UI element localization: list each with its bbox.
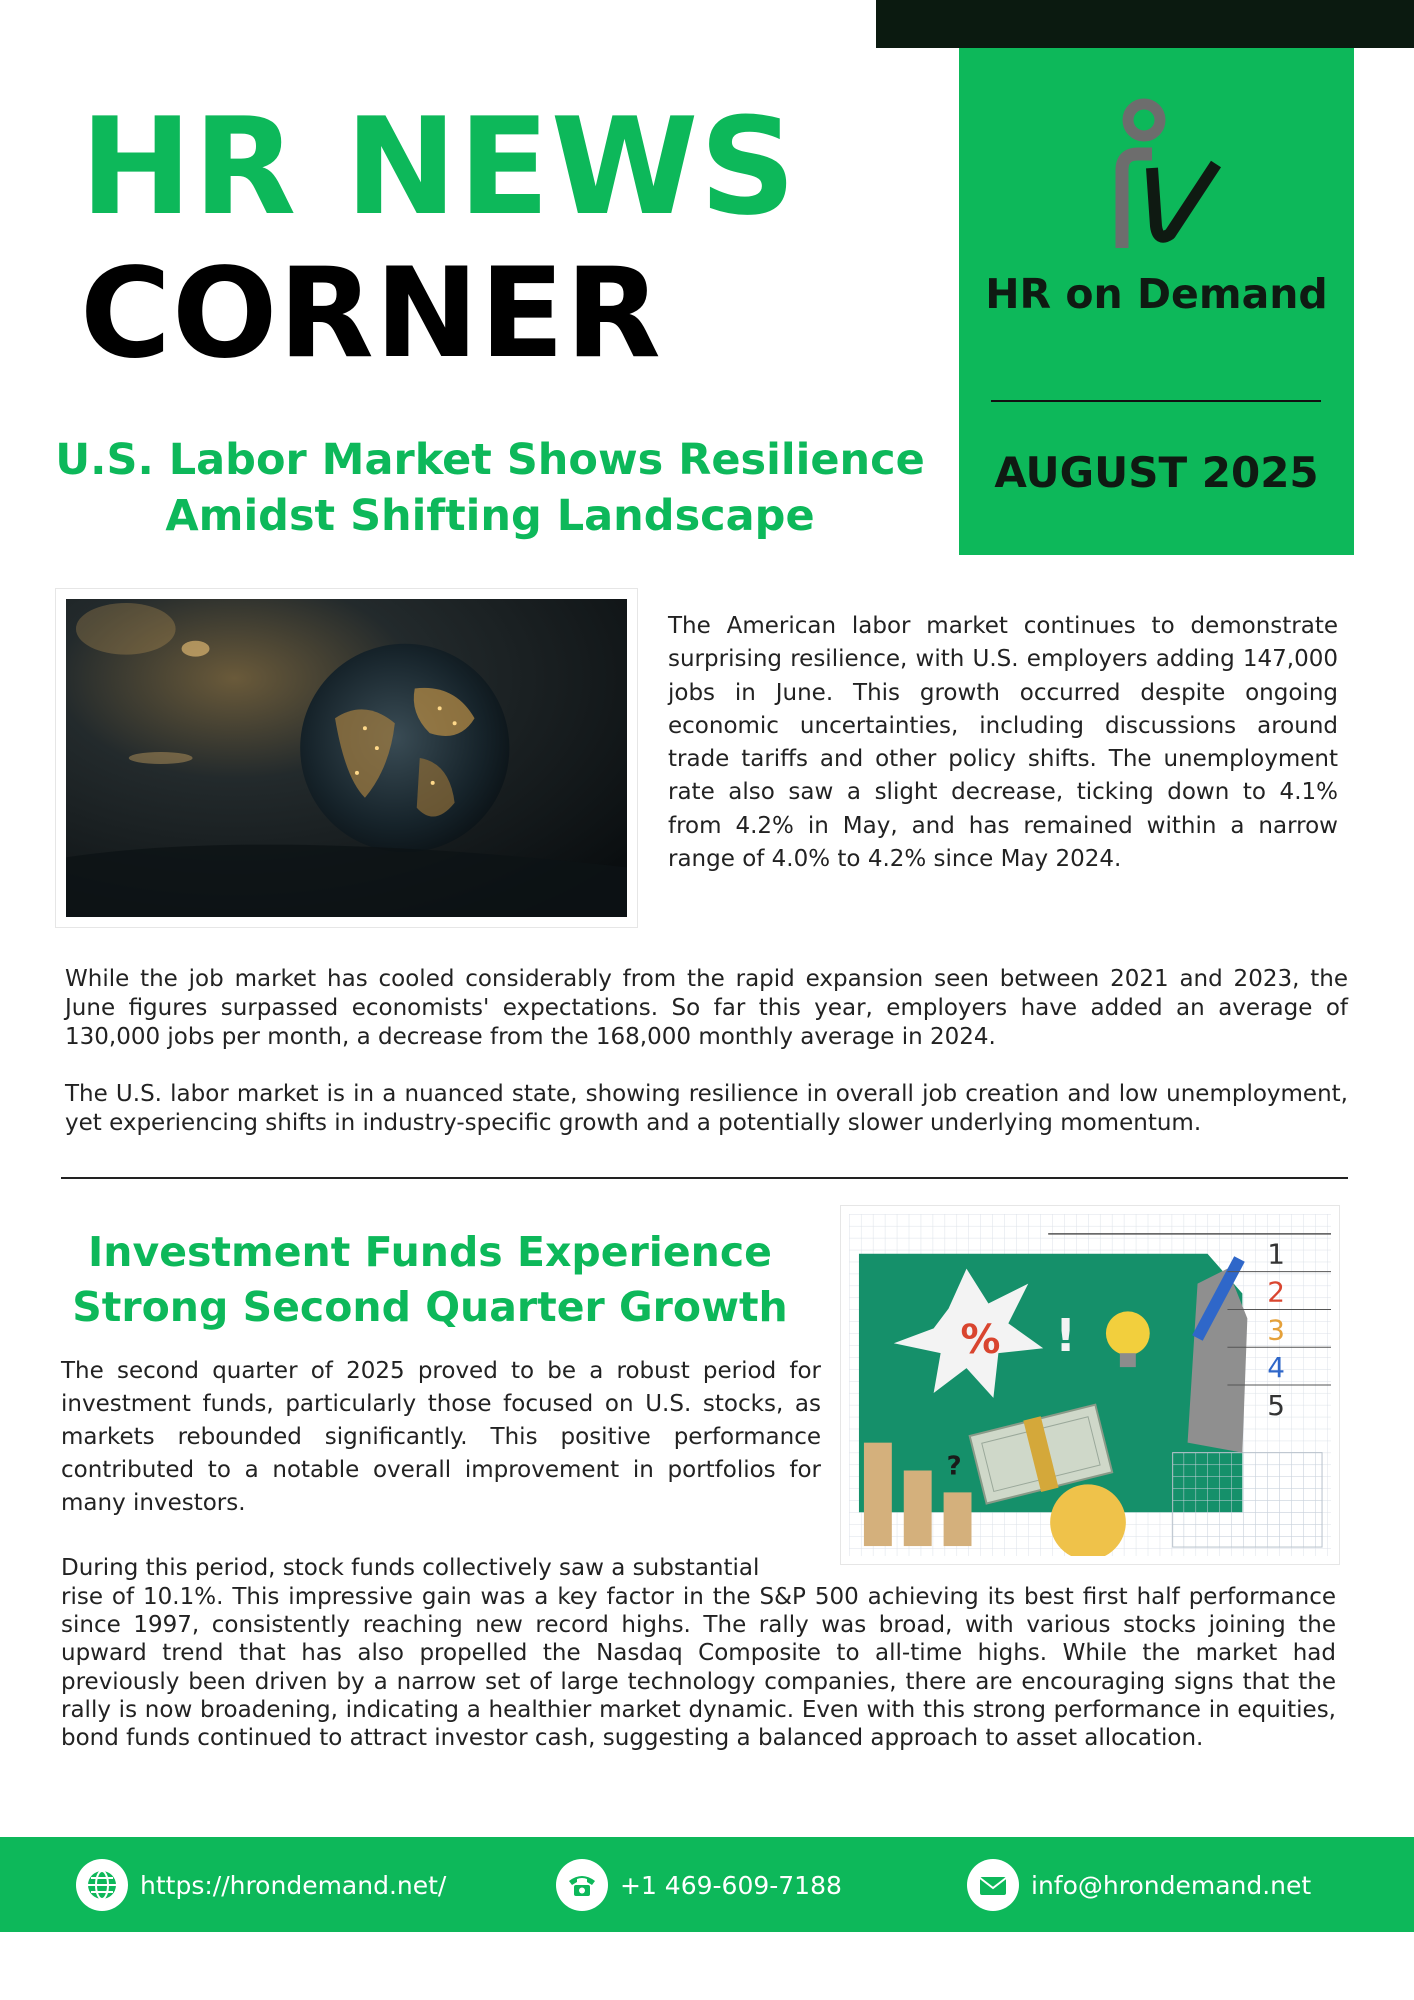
footer-contact-bar bbox=[0, 1837, 1414, 1932]
phone-number[interactable]: +1 469-609-7188 bbox=[620, 1870, 842, 1900]
footer-website[interactable] bbox=[76, 1859, 446, 1911]
percent-glyph: % bbox=[960, 1317, 1001, 1364]
newsletter-title-line2: CORNER bbox=[80, 242, 662, 386]
article-investment-headline: Investment Funds Experience Strong Second Quarter Growth bbox=[72, 1228, 788, 1331]
brand-name: HR on Demand bbox=[985, 270, 1328, 318]
article-labor-paragraph-2: While the job market has cooled considerably from the rapid expansion seen between 2021 and 2023, the June figures surpassed economists' expectations. So far this year, employers have added an average of 130,000 jobs per month, a decrease from the 168,000 monthly average in 2024. bbox=[65, 966, 1348, 1050]
section-divider bbox=[61, 1177, 1348, 1179]
issue-date: AUGUST 2025 bbox=[994, 448, 1319, 497]
exclaim-glyph: ! bbox=[1055, 1309, 1077, 1363]
article-investment-paragraph-2-first-line: During this period, stock funds collectively saw a substantial bbox=[61, 1555, 760, 1581]
number-4-glyph: 4 bbox=[1267, 1351, 1286, 1385]
number-3-glyph: 3 bbox=[1267, 1313, 1286, 1347]
email-address[interactable]: info@hrondemand.net bbox=[1031, 1870, 1312, 1900]
person-check-logo-icon bbox=[1104, 98, 1224, 258]
footer-email[interactable] bbox=[967, 1859, 1311, 1911]
globe-image bbox=[55, 588, 638, 928]
footer-phone[interactable] bbox=[556, 1859, 842, 1911]
brand-panel bbox=[959, 48, 1354, 555]
phone-icon bbox=[556, 1859, 608, 1911]
article-investment-paragraph-2: rise of 10.1%. This impressive gain was a key factor in the S&P 500 achieving its best first half performance since 1997, consistently reaching new record highs. The rally was broad, with various stocks joining the upward trend that has also propelled the Nasdaq Composite to all-time highs. While the market had previously been driven by a narrow set of large technology companies, there are encouraging signs that the rally is now broadening, indicating a healthier market dynamic. Even with this strong performance in equities, bond funds continued to attract investor cash, suggesting a balanced approach to asset allocation. bbox=[61, 1584, 1336, 1752]
brand-divider bbox=[991, 400, 1321, 402]
top-accent-bar bbox=[876, 0, 1414, 48]
article-labor-paragraph-1: The American labor market continues to demonstrate surprising resilience, with U.S. employers adding 147,000 jobs in June. This growth occurred despite ongoing economic uncertainties, including discussions around trade tariffs and other policy shifts. The unemployment rate also saw a slight decrease, ticking down to 4.1% from 4.2% in May, and has remained within a narrow range of 4.0% to 4.2% since May 2024. bbox=[668, 613, 1338, 873]
mail-icon bbox=[967, 1859, 1019, 1911]
website-link[interactable]: https://hrondemand.net/ bbox=[140, 1870, 447, 1900]
number-2-glyph: 2 bbox=[1267, 1275, 1286, 1309]
globe-icon bbox=[76, 1859, 128, 1911]
finance-collage-image bbox=[840, 1205, 1340, 1565]
number-1-glyph: 1 bbox=[1267, 1237, 1286, 1271]
article-investment-paragraph-1: The second quarter of 2025 proved to be a robust period for investment funds, particularly those focused on U.S. stocks, as markets rebounded significantly. This positive performance contributed to a notable overall improvement in portfolios for many investors. bbox=[61, 1358, 821, 1516]
article-labor-paragraph-3: The U.S. labor market is in a nuanced state, showing resilience in overall job creation and low unemployment, yet experiencing shifts in industry-specific growth and a potentially slower underlying momentum. bbox=[65, 1081, 1348, 1136]
question-glyph: ? bbox=[946, 1451, 962, 1482]
number-5-glyph: 5 bbox=[1267, 1388, 1286, 1422]
article-labor-headline: U.S. Labor Market Shows Resilience Amidst Shifting Landscape bbox=[55, 435, 925, 541]
newsletter-title-line1: HR NEWS bbox=[80, 89, 797, 245]
